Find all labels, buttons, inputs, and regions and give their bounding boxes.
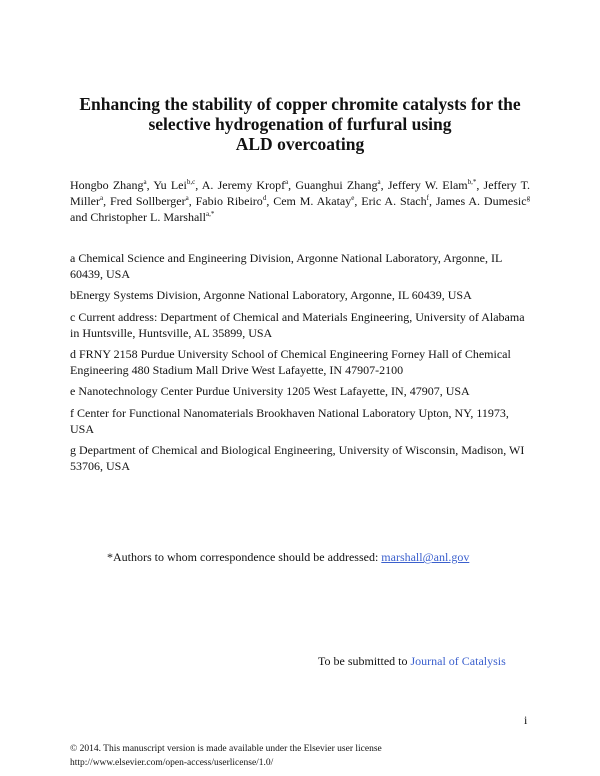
affiliation-e: e Nanotechnology Center Purdue University 1205 West Lafayette, IN, 47907, USA — [70, 384, 470, 398]
author-affiliation-marker: d — [262, 194, 267, 202]
author: Eric A. Stach$^f$ — [361, 194, 429, 208]
author: Hongbo Zhang$^a$ — [70, 178, 147, 192]
affiliation-b: bEnergy Systems Division, Argonne National Laboratory, Argonne, IL 60439, USA — [70, 288, 472, 302]
author-affiliation-marker: a,* — [205, 210, 215, 218]
submission-note — [318, 654, 506, 669]
correspondence-note — [107, 549, 469, 565]
affiliation-g: g Department of Chemical and Biological Engineering, University of Wisconsin, Madison, WI 53706, USA — [70, 443, 525, 473]
submission-text: To be submitted to — [318, 654, 408, 668]
author: James A. Dumesic$^g$ — [435, 194, 531, 208]
author-affiliation-marker: a — [100, 194, 104, 202]
affiliation-c: c Current address: Department of Chemical and Materials Engineering, University of Alabama in Huntsville, Huntsville, AL 35899, USA — [70, 310, 525, 340]
author: Christopher L. Marshall$^{a,*}$ — [90, 210, 215, 224]
author-affiliation-marker: a — [143, 178, 147, 186]
author: Jeffery T. Miller$^a$ — [70, 178, 531, 208]
page-number: i — [524, 713, 528, 727]
affiliation-a: a Chemical Science and Engineering Division, Argonne National Laboratory, Argonne, IL 60439, USA — [70, 251, 502, 281]
license-footer — [70, 742, 382, 770]
author: A. Jeremy Kropf$^a$ — [201, 178, 289, 192]
license-url[interactable]: http://www.elsevier.com/open-access/userlicense/1.0/ — [70, 758, 274, 768]
correspondence-text: *Authors to whom correspondence should be addressed: — [107, 550, 379, 564]
author-affiliation-marker: b,* — [467, 178, 477, 186]
author-affiliation-marker: a — [185, 194, 189, 202]
license-text: © 2014. This manuscript version is made available under the Elsevier user license — [70, 744, 382, 754]
author: Jeffery W. Elam$^{b,*}$ — [387, 178, 477, 192]
author-affiliation-marker: f — [426, 194, 429, 202]
journal-link[interactable]: Journal of Catalysis — [410, 654, 506, 668]
author: Cem M. Akatay$^e$ — [273, 194, 355, 208]
author-list: Hongbo Zhang$^a$, Yu Lei$^{b,c}$, A. Jeremy Kropf$^a$, Guanghui Zhang$^a$, Jeffery W. Elam$^{b,*}$, Jeffery T. Miller$^a$, Fred Sollberger$^a$, Fabio Ribeiro$^d$, Cem M. Akatay$^e$, Eric A. Stach$^f$, James A. Dumesic$^g$ and Christopher L. Marshall$^{a,*}$ — [70, 178, 531, 224]
correspondence-email-link[interactable]: marshall@anl.gov — [381, 550, 470, 564]
author: Fabio Ribeiro$^d$ — [195, 194, 267, 208]
author-affiliation-marker: a — [377, 178, 381, 186]
title-line-3: ALD overcoating — [235, 134, 365, 154]
title-line-1: Enhancing the stability of copper chromite catalysts for the — [79, 94, 521, 114]
author-affiliation-marker: a — [285, 178, 289, 186]
title-line-2: selective hydrogenation of furfural using — [148, 114, 452, 134]
author: Fred Sollberger$^a$ — [109, 194, 189, 208]
author-affiliation-marker: e — [351, 194, 355, 202]
affiliation-f: f Center for Functional Nanomaterials Brookhaven National Laboratory Upton, NY, 11973, USA — [70, 406, 509, 436]
author-affiliation-marker: g — [526, 194, 531, 202]
author-affiliation-marker: b,c — [186, 178, 196, 186]
paper-title — [60, 94, 540, 154]
author: Guanghui Zhang$^a$ — [295, 178, 381, 192]
affiliation-d: d FRNY 2158 Purdue University School of Chemical Engineering Forney Hall of Chemical Engineering 480 Stadium Mall Drive West Lafayette, IN 47907-2100 — [70, 347, 511, 377]
author: Yu Lei$^{b,c}$ — [153, 178, 196, 192]
